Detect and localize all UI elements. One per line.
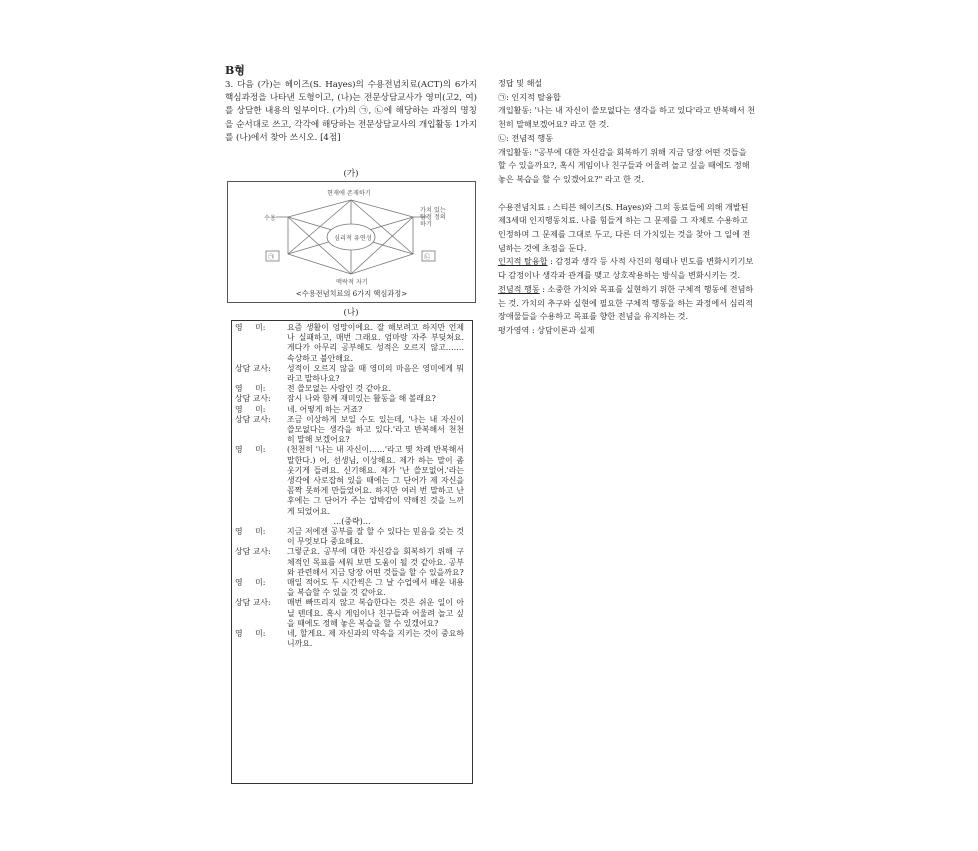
edge-line <box>351 254 413 274</box>
definition-defusion-text: : 감정과 생각 등 사적 사건의 형태나 빈도를 변화시키기보다 감정이나 생각과 관계를 맺고 상호작용하는 방식을 변화시키는 것. <box>498 256 754 281</box>
edge-line <box>288 254 351 274</box>
utterance: 매번 빠뜨리지 않고 복습한다는 것은 쉬운 일이 아닐 텐데요. 혹시 게임이나 친구들과 어울려 놀고 싶을 때에도 정해 놓은 복습을 할 수 있겠어요? <box>287 598 464 628</box>
speaker-label: 영 미: <box>235 578 266 588</box>
speaker-label: 영 미: <box>235 404 266 414</box>
dialogue-turn <box>232 445 472 516</box>
node-values: 가치 있는 탐정 정의하기 <box>420 207 446 228</box>
exam-type-label: B형 <box>225 64 245 77</box>
speaker-label: 상담 교사: <box>235 414 271 424</box>
dialogue-turn <box>232 323 472 364</box>
dialogue-turn <box>232 405 472 415</box>
utterance: 매일 적어도 두 시간씩은 그 날 수업에서 배운 내용을 복습할 수 있을 것 같아요. <box>287 578 464 598</box>
utterance: 지금 저에겐 공부를 잘 할 수 있다는 믿음을 갖는 것이 무엇보다 중요해요. <box>287 527 464 547</box>
utterance: 잠시 나와 함께 재미있는 활동을 해 볼래요? <box>287 394 436 404</box>
speaker-label: 상담 교사: <box>235 598 271 608</box>
utterance: 조금 이상하게 보일 수도 있는데, '나는 내 자신이 쓸모없다는 생각을 하고 있다.'라고 반복해서 천천히 말해 보겠어요? <box>287 414 464 445</box>
definition-defusion <box>498 255 756 282</box>
definition-committed-action-text: : 소중한 가치와 목표를 실현하기 위한 구체적 행동에 전념하는 것. 가치의 추구와 실현에 필요한 구체적 행동을 하는 과정에서 심리적 장애물들을 수용하고 목표를 향한 전념을 유지하는 것. <box>498 283 754 322</box>
spacer <box>498 187 756 201</box>
dialogue-turn <box>232 384 472 394</box>
dialogue-turn <box>232 394 472 404</box>
dialogue-turn <box>232 598 472 629</box>
question-text: 3. 다음 (가)는 헤이즈(S. Hayes)의 수용전념치료(ACT)의 6가지 핵심과정을 나타낸 도형이고, (나)는 전문상담교사가 영미(고2, 여)를 상담한 내용의 일부이다. (가)의 ㉠, ㉡에 해당하는 과정의 명칭을 순서대로 쓰고, 각각에 해당하는 전문상담교사의 개입활동 1가지를 (나)에서 찾아 쓰시오. [4점] <box>225 80 477 143</box>
act-hexaflex-figure <box>227 181 476 303</box>
node-present-moment: 현재에 존재하기 <box>327 190 371 197</box>
utterance: 그렇군요. 공부에 대한 자신감을 회복하기 위해 구체적인 목표를 세워 보면 도움이 될 것 같아요. 공부와 관련해서 지금 당장 어떤 것들을 할 수 있을까요? <box>287 547 464 577</box>
term-defusion: 인지적 탈융합 <box>498 256 548 267</box>
speaker-label: 상담 교사: <box>235 394 271 404</box>
answer-1-title: ㉠: 인지적 탈융합 <box>498 91 561 102</box>
utterance: 요즘 생활이 엉망이에요. 잘 해보려고 하지만 언제나 실패하고, 매번 그래요. 엄마랑 자주 부딪쳐요. 게다가 아무리 공부해도 성적은 오르지 않고……. 속상하고 불안해요. <box>287 323 464 363</box>
dialogue-turn <box>232 415 472 446</box>
box-left-label: ㉠ <box>268 254 275 261</box>
speaker-label: 상담 교사: <box>235 547 271 557</box>
speaker-label: 영 미: <box>235 384 266 394</box>
node-self-as-context: 맥락적 자기 <box>336 279 368 286</box>
definition-committed-action <box>498 283 756 324</box>
answer-2-title: ㉡: 전념적 행동 <box>498 132 554 143</box>
node-acceptance: 수용 <box>264 215 276 222</box>
omission-marker: …(중략)… <box>333 516 371 526</box>
dialogue-turn <box>232 629 472 649</box>
dialogue-turn <box>232 578 472 598</box>
answer-heading: 정답 및 해설 <box>498 78 543 88</box>
speaker-label: 영 미: <box>235 527 266 537</box>
utterance: 성적이 오르지 않을 때 영미의 마음은 영미에게 뭐라고 말하나요? <box>287 363 464 384</box>
answer-1-text: 개입활동: '나는 내 자신이 쓸모없다는 생각을 하고 있다'라고 반복해서 천천히 말해보겠어요? 라고 한 것. <box>498 105 756 130</box>
dialogue-turn <box>232 364 472 384</box>
dialogue-turn <box>232 547 472 578</box>
term-committed-action: 전념적 행동 <box>498 283 540 294</box>
subpart-na-label: (나) <box>343 308 359 318</box>
dialogue-turn <box>232 527 472 547</box>
box-right-label: ㉡ <box>424 254 431 261</box>
utterance: (천천히 '나는 내 자신이……'라고 몇 차례 반복해서 말한다.) 어, 선생님, 이상해요. 제가 하는 말이 좀 웃기게 들려요. 신기해요. 제가 '난 쓸모없어.'라는 생각에 사로잡혀 있을 때에는 그 단어가 제 자신을 꼼짝 못하게 만들었어요. 하지만 여러 번 말하고 난 후에는 그 단어가 주는 압박감이 약해진 것을 느끼게 되었어요. <box>287 445 464 516</box>
speaker-label: 영 미: <box>235 445 266 455</box>
utterance: 네. 어떻게 하는 거죠? <box>287 404 363 414</box>
answer-explanation <box>498 77 756 338</box>
node-psychological-flexibility: 심리적 유연성 <box>334 235 372 242</box>
counseling-dialogue-box <box>231 320 473 784</box>
evaluation-domain: 평가영역 : 상담이론과 실제 <box>498 324 595 335</box>
speaker-label: 상담 교사: <box>235 363 271 373</box>
speaker-label: 영 미: <box>235 323 266 332</box>
subpart-ga-label: (가) <box>343 169 359 179</box>
figure-caption: <수용전념치료의 6가지 핵심과정> <box>295 289 408 298</box>
utterance: 전 쓸모없는 사람인 것 같아요. <box>287 384 392 394</box>
answer-2-text: 개입활동: "공부에 대한 자신감을 회복하기 위해 지금 당장 어떤 것들을 할 수 있을까요?, 혹시 게임이나 친구들과 어울려 놀고 싶을 때에도 정해 놓은 복습을 할 수 있겠어요?" 라고 한 것. <box>498 146 750 184</box>
act-definition: 수용전념치료 : 스티븐 헤이즈(S. Hayes)와 그의 동료들에 의해 개발된 제3세대 인지행동치료. 나를 힘들게 하는 그 문제를 그 자체로 수용하고 인정하며 그 문제를 그대로 두고, 다른 더 가치있는 것을 찾아 그 일에 전념하는 것에 초점을 둔다. <box>498 201 751 253</box>
utterance: 네, 할게요. 제 자신과의 약속을 지키는 것이 중요하니까요. <box>287 629 464 649</box>
speaker-label: 영 미: <box>235 629 266 639</box>
